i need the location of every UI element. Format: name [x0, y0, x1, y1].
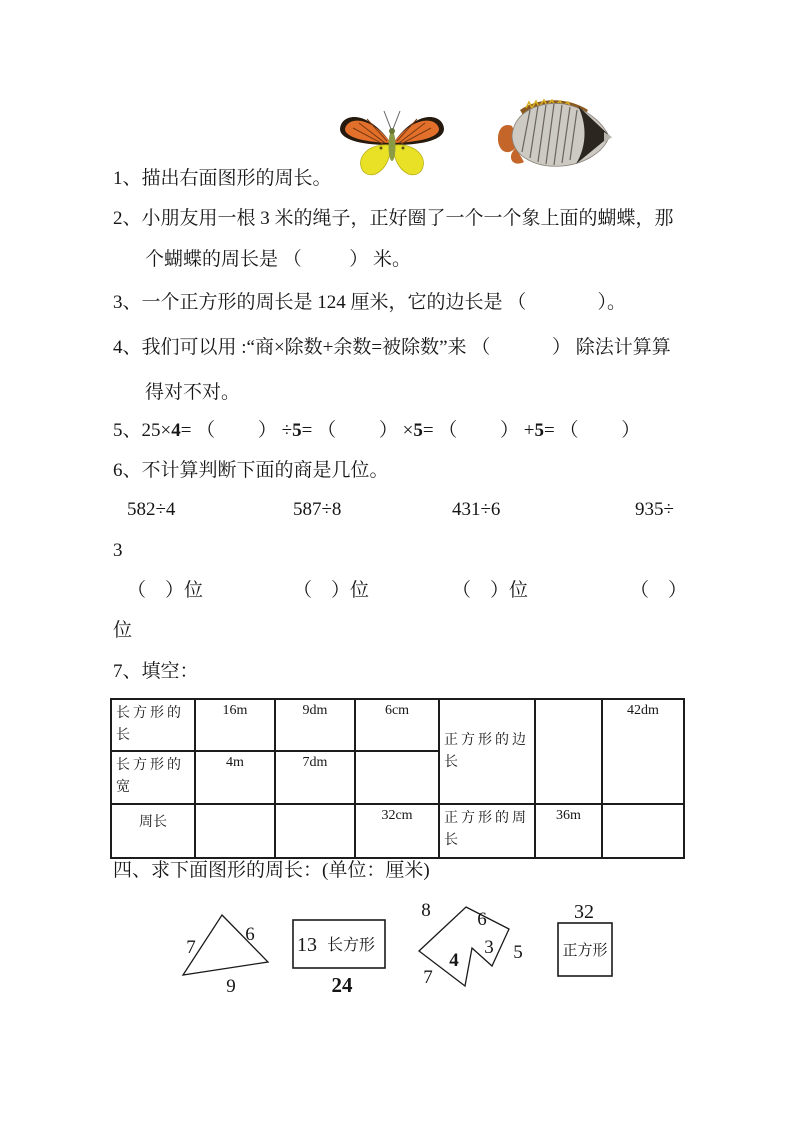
- table-cell: 周长: [111, 804, 195, 858]
- triangle-shape: [183, 915, 268, 975]
- question-1: 1、描出右面图形的周长。: [113, 168, 332, 189]
- square-name-label: 正方形: [562, 943, 608, 959]
- butterfly-antennae: [384, 111, 400, 129]
- q6-wrapped-wei: 位: [113, 620, 133, 641]
- question-3: 3、一个正方形的周长是 124 厘米，它的边长是 （ ）。: [113, 292, 627, 313]
- q5-bold-operand: 5: [413, 420, 423, 441]
- q5-bold-operand: 5: [292, 420, 302, 441]
- table-cell: 9dm: [275, 699, 355, 751]
- table-cell: [355, 751, 439, 804]
- triangle-side-right-label: 6: [245, 924, 255, 945]
- triangle-side-left-label: 7: [186, 937, 196, 958]
- question-6: 6、不计算判断下面的商是几位。: [113, 460, 389, 481]
- q5-bold-operand: 4: [171, 420, 181, 441]
- butterfly-left-wing-spot: [380, 147, 383, 150]
- table-cell: 16m: [195, 699, 275, 751]
- question-2-line2: 个蝴蝶的周长是 （ ） 米。: [145, 249, 412, 270]
- table-cell: 长方形的宽: [111, 751, 195, 804]
- rectangle-bottom-label: 24: [331, 973, 353, 997]
- q6-expression-2: 587÷8: [293, 499, 342, 520]
- question-4-line1: 4、我们可以用 :“商×除数+余数=被除数”来 （ ） 除法计算算: [113, 337, 671, 358]
- butterfly-right-wing-spot: [402, 147, 405, 150]
- polygon-side-5-label: 5: [513, 942, 523, 963]
- q5-bold-operand: 5: [534, 420, 544, 441]
- q5-segment: 5、25×: [113, 420, 172, 441]
- question-7: 7、填空：: [113, 661, 199, 682]
- polygon-side-3-label: 3: [484, 937, 494, 958]
- q6-expression-1: 582÷4: [127, 499, 176, 520]
- q6-expression-3: 431÷6: [452, 499, 501, 520]
- q6-wrapped-divisor: 3: [113, 540, 123, 561]
- q6-expression-4: 935÷: [635, 499, 674, 520]
- q6-answer-blank-3: （ ）位: [452, 580, 529, 601]
- table-cell: 42dm: [602, 699, 684, 804]
- q6-answer-blank-1: （ ）位: [127, 580, 204, 601]
- polygon-side-4-label: 4: [449, 950, 459, 971]
- polygon-side-6-label: 6: [477, 909, 487, 930]
- table-cell: 6cm: [355, 699, 439, 751]
- table-cell: 长方形的长: [111, 699, 195, 751]
- table-cell: 32cm: [355, 804, 439, 858]
- question-2-line1: 2、小朋友用一根 3 米的绳子，正好圈了一个一个象上面的蝴蝶，那: [113, 208, 674, 229]
- butterfly-body: [389, 131, 396, 161]
- question-5: [113, 419, 640, 443]
- table-cell: [535, 699, 602, 804]
- fish-image: [492, 96, 614, 174]
- butterfly-left-lower-wing: [361, 145, 391, 175]
- triangle-side-bottom-label: 9: [226, 976, 236, 997]
- butterfly-image: [337, 101, 447, 181]
- table-cell: 7dm: [275, 751, 355, 804]
- table-cell: [195, 804, 275, 858]
- q5-segment: = （ ） ÷: [180, 420, 293, 441]
- butterfly-head: [389, 128, 395, 134]
- square-top-label: 32: [574, 901, 594, 923]
- table-cell: 正方形的周长: [439, 804, 535, 858]
- table-cell: 4m: [195, 751, 275, 804]
- q6-answer-blank-4: （ ）: [630, 580, 688, 601]
- section-4-title: 四、求下面图形的周长：(单位：厘米): [113, 860, 430, 881]
- fish-snout: [604, 132, 612, 143]
- q5-segment: = （ ） +: [422, 420, 535, 441]
- fill-in-table: [110, 698, 685, 859]
- polygon-side-7-label: 7: [423, 967, 433, 988]
- table-cell: 正方形的边长: [439, 699, 535, 804]
- perimeter-figures: [95, 888, 695, 1018]
- question-4-line2: 得对不对。: [145, 382, 241, 403]
- table-cell: [602, 804, 684, 858]
- polygon-side-8-label: 8: [421, 900, 431, 921]
- rectangle-left-label: 13: [297, 934, 317, 956]
- q5-segment: = （ ） ×: [301, 420, 414, 441]
- butterfly-right-lower-wing: [393, 145, 423, 175]
- q6-answer-blank-2: （ ）位: [293, 580, 370, 601]
- q5-segment: = （ ）: [544, 420, 641, 441]
- rectangle-name-label: 长方形: [327, 937, 376, 954]
- table-cell: 36m: [535, 804, 602, 858]
- table-cell: [275, 804, 355, 858]
